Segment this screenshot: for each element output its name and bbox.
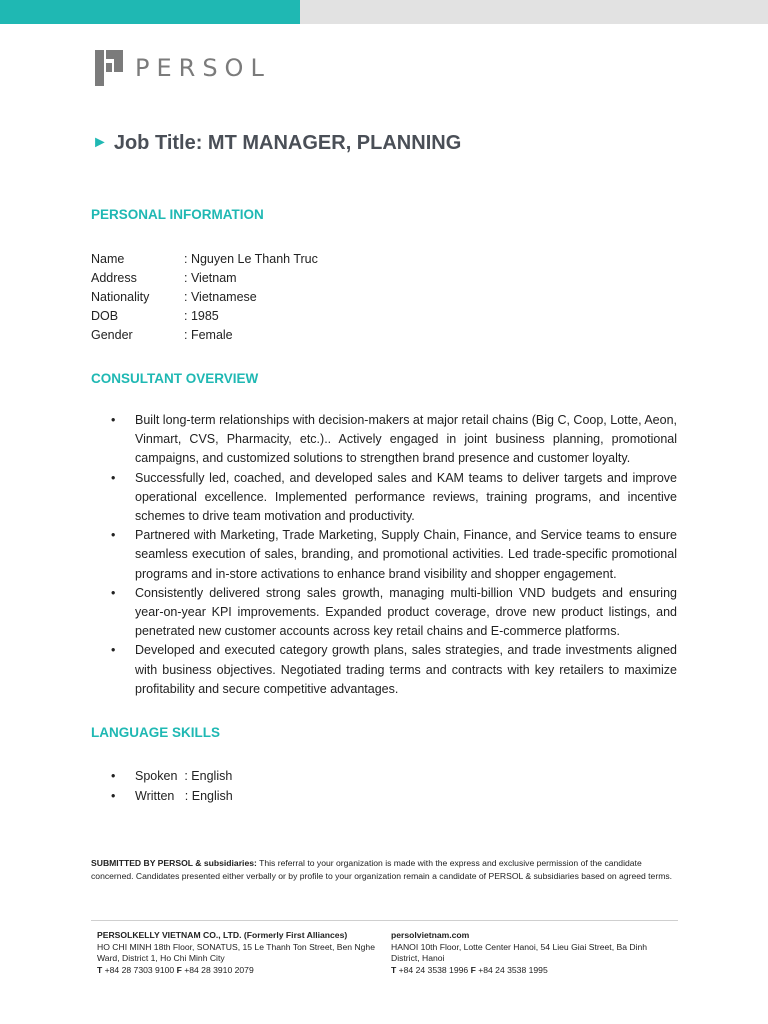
info-value: : Nguyen Le Thanh Truc bbox=[184, 252, 318, 266]
fax-value: +84 28 3910 2079 bbox=[181, 964, 254, 975]
info-label: Gender bbox=[91, 328, 133, 342]
info-value: : Vietnam bbox=[184, 271, 237, 285]
list-item bbox=[91, 766, 233, 786]
info-row-name bbox=[91, 252, 318, 266]
phone-value: +84 28 7303 9100 bbox=[102, 964, 177, 975]
footer-divider bbox=[91, 920, 678, 921]
list-item-text: Successfully led, coached, and developed sales and KAM teams to deliver targets and improve operational excellence. Implemented performance reviews, training programs, and incentive schemes to drive team motivation and productivity. bbox=[135, 470, 677, 524]
info-value: : Female bbox=[184, 328, 233, 342]
fax-value: +84 24 3538 1995 bbox=[475, 964, 548, 975]
job-title bbox=[92, 132, 461, 155]
phone-value: +84 24 3538 1996 bbox=[396, 964, 471, 975]
header-accent-bar bbox=[0, 0, 300, 24]
persol-logo-mark-icon bbox=[95, 50, 123, 86]
footer-contact bbox=[97, 965, 377, 977]
header-gray-bar bbox=[300, 0, 768, 24]
info-label: Name bbox=[91, 252, 125, 266]
list-item-text: Built long-term relationships with decision-makers at major retail chains (Big C, Coop, Lotte, Aeon, Vinmart, CVS, Pharmacity, etc.).. Actively engaged in joint business planning, promotional campaigns, and customized solutions to strengthen brand presence and customer loyalty. bbox=[135, 413, 677, 466]
list-item bbox=[91, 469, 677, 527]
bullet-icon: • bbox=[111, 528, 116, 543]
list-item bbox=[91, 786, 233, 806]
personal-information-heading: PERSONAL INFORMATION bbox=[91, 207, 264, 222]
info-row-address bbox=[91, 271, 237, 285]
footer-address: HANOI 10th Floor, Lotte Center Hanoi, 54 Lieu Giai Street, Ba Dinh District, Hanoi bbox=[391, 941, 648, 963]
bullet-icon: • bbox=[111, 585, 116, 600]
list-item bbox=[91, 411, 677, 469]
arrow-right-icon: ► bbox=[92, 134, 108, 151]
footer-address: HO CHI MINH 18th Floor, SONATUS, 15 Le Thanh Ton Street, Ben Nghe Ward, District 1, Ho Chi Minh City bbox=[97, 941, 375, 963]
info-value: : Vietnamese bbox=[184, 290, 257, 304]
bullet-icon: • bbox=[111, 789, 116, 803]
language-skills-heading: LANGUAGE SKILLS bbox=[91, 725, 221, 740]
consultant-overview-heading: CONSULTANT OVERVIEW bbox=[91, 371, 259, 386]
consultant-overview-list bbox=[91, 411, 677, 699]
bullet-icon: • bbox=[111, 643, 116, 658]
bullet-icon: • bbox=[111, 470, 116, 485]
list-item-text: Developed and executed category growth plans, sales strategies, and trade investments aligned with business objectives. Negotiated trading terms and contracts with key retailers to maximize profitability and secure competitive advantages. bbox=[135, 643, 677, 696]
language-skills-list bbox=[91, 766, 233, 806]
language-value: : English bbox=[177, 769, 233, 783]
footer-hanoi-office bbox=[391, 930, 671, 976]
disclaimer-bold: SUBMITTED BY PERSOL & subsidiaries: bbox=[91, 858, 257, 868]
footer-hcmc-office bbox=[97, 930, 377, 976]
list-item bbox=[91, 584, 677, 642]
phone-label: T bbox=[391, 964, 397, 975]
bullet-icon: • bbox=[111, 413, 116, 427]
fax-label: F bbox=[470, 964, 476, 975]
disclaimer-text: This referral to your organization is made with the express and exclusive permission of the candidate concerned. Candidates presented either verbally or by profile to your organization remain a candidate of PERSOL & subsidiaries based on agreed terms. bbox=[91, 858, 673, 881]
info-row-nationality bbox=[91, 290, 257, 304]
persol-logo-text: PERSOL bbox=[135, 54, 271, 82]
language-label: Spoken bbox=[135, 769, 178, 783]
info-value: : 1985 bbox=[184, 309, 219, 323]
persol-logo bbox=[95, 50, 271, 86]
info-row-dob bbox=[91, 309, 219, 323]
job-title-text: Job Title: MT MANAGER, PLANNING bbox=[113, 132, 462, 154]
info-label: DOB bbox=[91, 309, 119, 323]
list-item bbox=[91, 526, 677, 584]
footer-contact bbox=[391, 965, 671, 977]
language-value: : English bbox=[174, 789, 233, 803]
list-item-text: Partnered with Marketing, Trade Marketing, Supply Chain, Finance, and Service teams to ensure seamless execution of sales, branding, and promotional activities. Led trade-specific promotional programs and in-store activations to enhance brand visibility and shopper engagement. bbox=[135, 528, 677, 581]
list-item bbox=[91, 641, 677, 699]
language-label: Written bbox=[135, 789, 175, 803]
fax-label: F bbox=[176, 964, 182, 975]
info-row-gender bbox=[91, 328, 233, 342]
footer-company-name: PERSOLKELLY VIETNAM CO., LTD. (Formerly First Alliances) bbox=[97, 930, 348, 940]
submission-disclaimer bbox=[91, 857, 677, 883]
info-label: Address bbox=[91, 271, 137, 285]
list-item-text: Consistently delivered strong sales growth, managing multi-billion VND budgets and ensuring year-on-year KPI improvements. Expanded product coverage, drove new product listings, and penetrated new customer accounts across key retail chains and E-commerce platforms. bbox=[135, 585, 677, 639]
footer-website-link[interactable]: persolvietnam.com bbox=[391, 930, 470, 940]
info-label: Nationality bbox=[91, 290, 150, 304]
phone-label: T bbox=[97, 964, 103, 975]
bullet-icon: • bbox=[111, 769, 116, 783]
